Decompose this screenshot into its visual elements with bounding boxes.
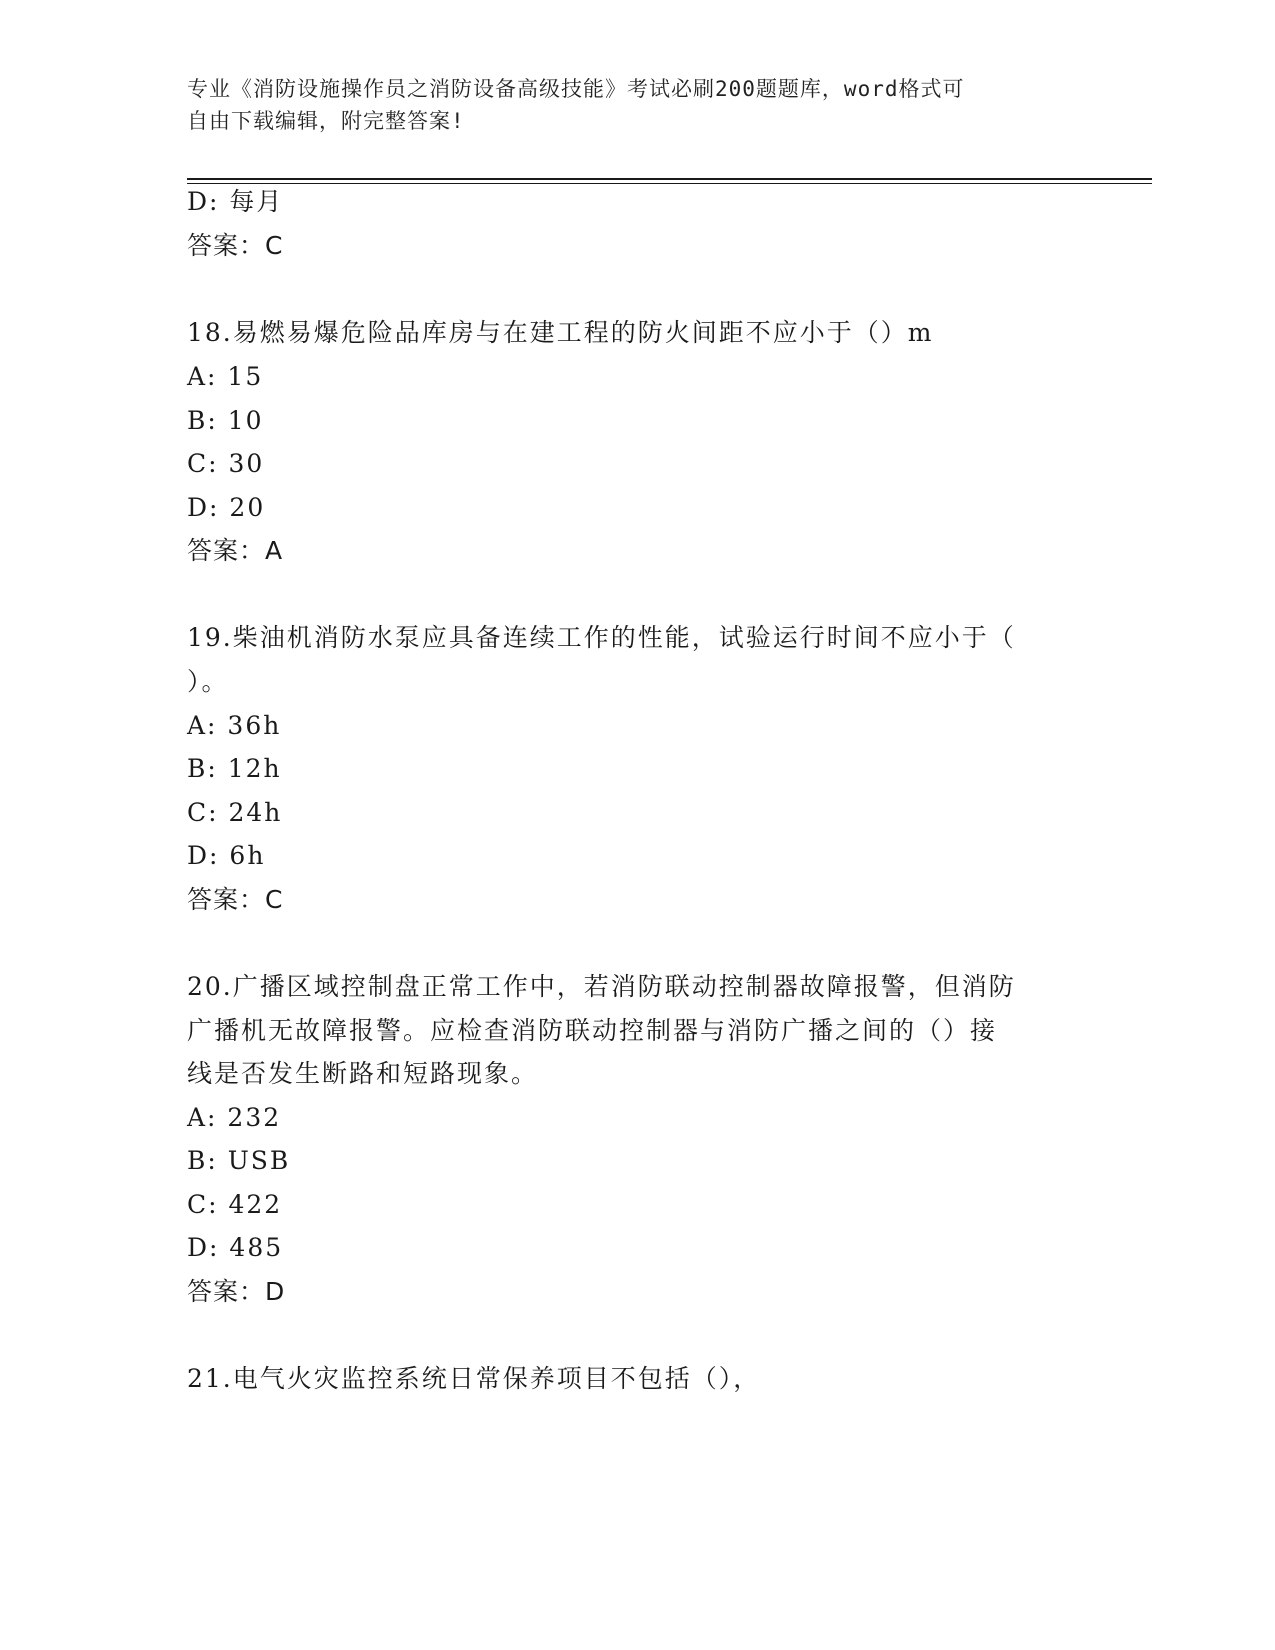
question-20-option-a: A: 232 <box>187 1103 282 1132</box>
question-20-option-c: C: 422 <box>187 1190 283 1219</box>
question-21-text: 21.电气火灾监控系统日常保养项目不包括（）， <box>187 1364 761 1393</box>
question-19-option-b: B: 12h <box>187 754 282 783</box>
question-20-option-d: D: 485 <box>187 1233 284 1262</box>
document-header <box>187 73 1067 137</box>
question-20-answer: 答案：D <box>187 1277 286 1306</box>
header-divider-thick <box>187 178 1152 180</box>
prev-option-d: D: 每月 <box>187 187 284 216</box>
question-20-text-line-2: 广播机无故障报警。应检查消防联动控制器与消防广播之间的（）接 <box>187 1016 998 1045</box>
question-19-option-d: D: 6h <box>187 841 266 870</box>
question-18-option-d: D: 20 <box>187 493 266 522</box>
header-line-1: 专业《消防设施操作员之消防设备高级技能》考试必刷200题题库，word格式可 <box>187 77 965 101</box>
question-20-option-b: B: USB <box>187 1146 291 1175</box>
question-19-option-c: C: 24h <box>187 798 283 827</box>
question-19-answer: 答案：C <box>187 885 284 914</box>
question-18-option-c: C: 30 <box>187 449 265 478</box>
question-19-text-line-2: ）。 <box>187 667 229 696</box>
question-20-text-line-1: 20.广播区域控制盘正常工作中，若消防联动控制器故障报警，但消防 <box>187 972 1016 1001</box>
prev-answer: 答案：C <box>187 231 284 260</box>
header-divider-thin <box>187 183 1152 184</box>
header-line-2: 自由下载编辑，附完整答案! <box>187 109 465 133</box>
question-18-text: 18.易燃易爆危险品库房与在建工程的防火间距不应小于（）m <box>187 318 934 347</box>
question-18-option-b: B: 10 <box>187 406 264 435</box>
question-19-option-a: A: 36h <box>187 711 282 740</box>
question-20-text-line-3: 线是否发生断路和短路现象。 <box>187 1059 539 1088</box>
question-19-text-line-1: 19.柴油机消防水泵应具备连续工作的性能，试验运行时间不应小于（ <box>187 623 1016 652</box>
question-18-answer: 答案：A <box>187 536 284 565</box>
question-18-option-a: A: 15 <box>187 362 264 391</box>
